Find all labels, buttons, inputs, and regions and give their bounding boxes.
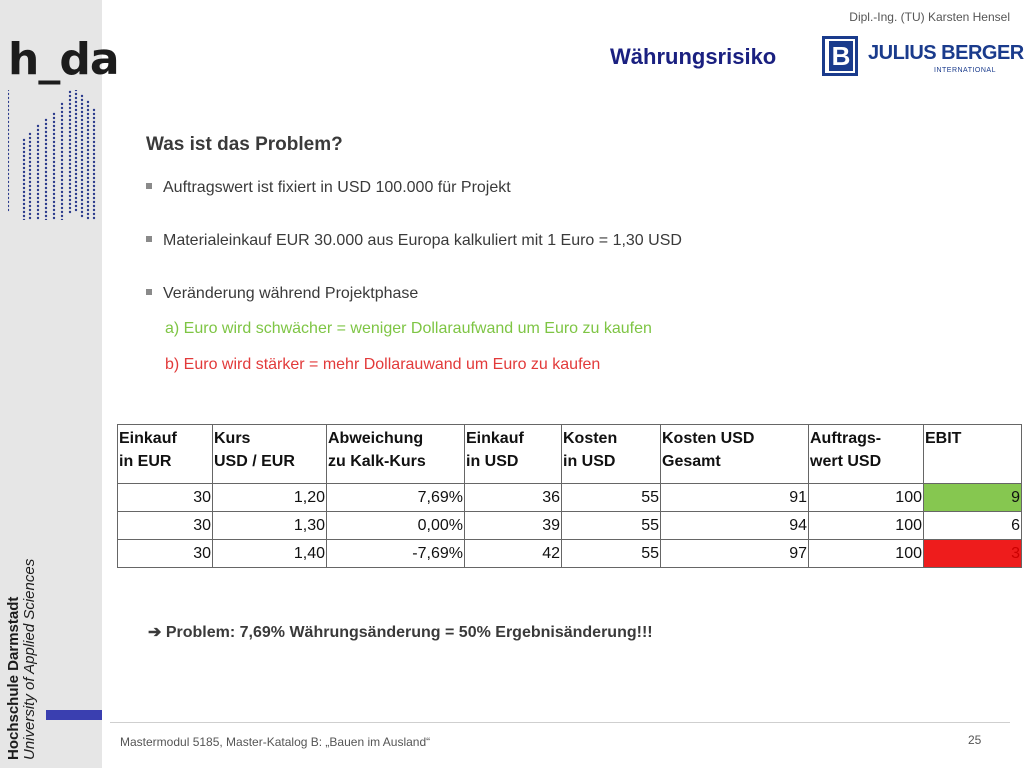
slide-title: Währungsrisiko [610,44,777,69]
table-cell: 39 [465,512,562,540]
julius-berger-b-icon: B [822,36,858,76]
currency-table [117,424,1022,568]
table-cell: 30 [118,512,213,540]
institution-name: Hochschule Darmstadt [5,596,22,760]
ebit-cell: 3 [924,540,1022,568]
table-cell: 1,40 [213,540,327,568]
institution-label [6,559,38,760]
footer-divider [110,722,1010,723]
ebit-cell: 9 [924,484,1022,512]
table-header-cell: Auftrags- wert USD [809,425,924,484]
julius-berger-logo [822,36,1024,80]
table-cell: 0,00% [327,512,465,540]
page-number: 25 [968,733,982,747]
institution-subtitle: University of Applied Sciences [20,558,38,760]
table-row [118,540,1022,568]
table-header-cell: Kosten in USD [562,425,661,484]
bullet-item: Auftragswert ist fixiert in USD 100.000 für Projekt [146,179,511,197]
ebit-cell: 6 [924,512,1022,540]
sidebar-accent-bar [46,710,102,720]
table-cell: 42 [465,540,562,568]
table-cell: 100 [809,484,924,512]
table-cell: 97 [661,540,809,568]
table-header-cell: Abweichung zu Kalk-Kurs [327,425,465,484]
table-header-cell: EBIT [924,425,1022,484]
table-cell: 1,30 [213,512,327,540]
table-cell: 55 [562,540,661,568]
table-cell: 7,69% [327,484,465,512]
table-header-cell: Kosten USD Gesamt [661,425,809,484]
company-sub: INTERNATIONAL [934,67,996,74]
bullet-square-icon [146,289,152,295]
bullet-square-icon [146,236,152,242]
table-cell: -7,69% [327,540,465,568]
table-cell: 36 [465,484,562,512]
sub-item-b: b) Euro wird stärker = mehr Dollarauwand um Euro zu kaufen [165,356,601,373]
table-cell: 30 [118,540,213,568]
table-cell: 55 [562,484,661,512]
footer-text: Mastermodul 5185, Master-Katalog B: „Bauen im Ausland“ [120,735,431,749]
table-header-cell: Einkauf in USD [465,425,562,484]
author-label: Dipl.-Ing. (TU) Karsten Hensel [849,10,1010,24]
bullet-square-icon [146,183,152,189]
table-cell: 1,20 [213,484,327,512]
conclusion-text: ➔ Problem: 7,69% Währungsänderung = 50% Ergebnisänderung!!! [148,624,653,641]
table-row [118,484,1022,512]
hda-dot-pattern-icon [8,90,98,220]
table-header-cell: Einkauf in EUR [118,425,213,484]
bullet-item: Materialeinkauf EUR 30.000 aus Europa kalkuliert mit 1 Euro = 1,30 USD [146,232,682,250]
table-row [118,512,1022,540]
table-cell: 91 [661,484,809,512]
table-cell: 100 [809,512,924,540]
section-heading: Was ist das Problem? [146,134,343,155]
table-cell: 55 [562,512,661,540]
sub-item-a: a) Euro wird schwächer = weniger Dollaraufwand um Euro zu kaufen [165,320,652,337]
table-header-row [118,425,1022,484]
bullet-item: Veränderung während Projektphase [146,285,418,303]
sidebar [0,0,119,768]
company-name: JULIUS BERGER [868,42,1024,64]
hda-logo: h_da [8,34,119,85]
table-cell: 30 [118,484,213,512]
table-header-cell: Kurs USD / EUR [213,425,327,484]
table-cell: 100 [809,540,924,568]
table-cell: 94 [661,512,809,540]
